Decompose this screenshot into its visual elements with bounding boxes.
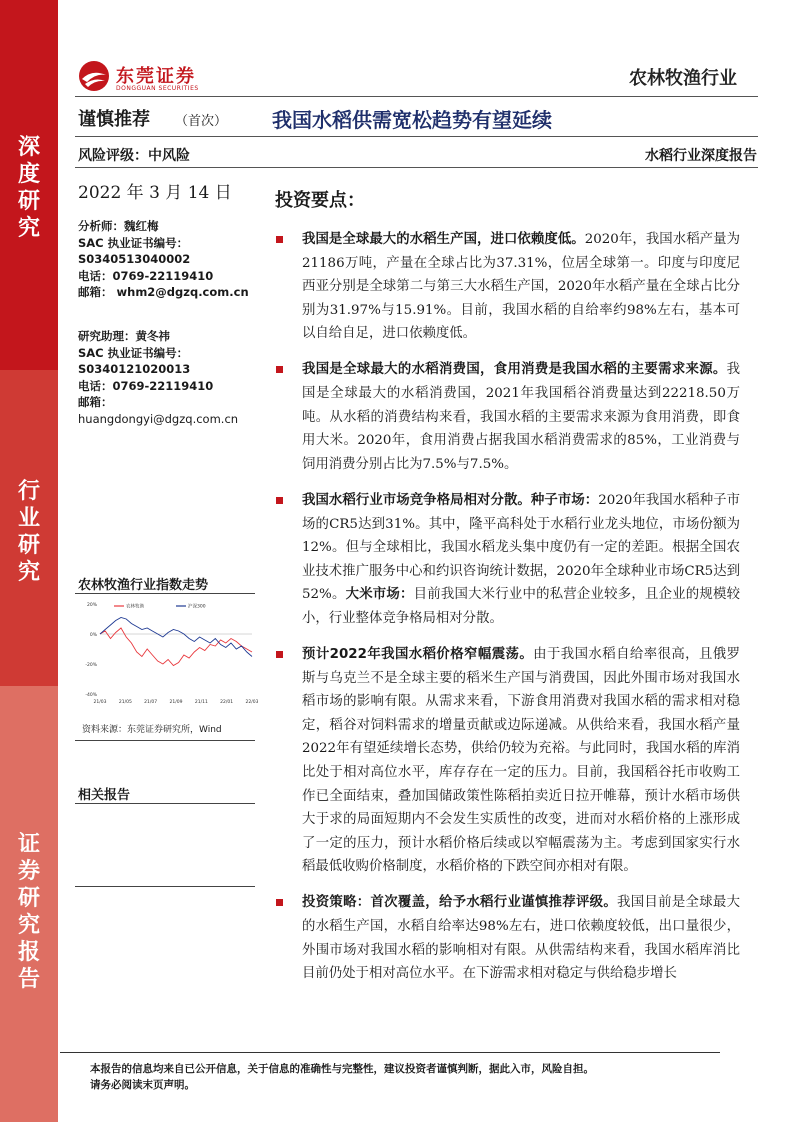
side-char: 行 [17, 479, 40, 504]
key-point-text: 2020年我国水稻种子市场的CR5达到31%。其中，隆平高科处于水稻行业龙头地位，市场份额为12%。但与全球相比，我国水稻龙头集中度仍有一定的差距。根据全国农业技术推广服务中心和约识咨询统计数据，2020年全球种业市场CR5达到52%。 [302, 492, 741, 603]
key-points-title: 投资要点： [275, 190, 365, 211]
key-point-item [275, 489, 740, 631]
side-char: 报 [17, 940, 40, 965]
analyst-sac-label: SAC 执业证书编号： [78, 235, 189, 250]
assistant-email: huangdongyi@dgzq.com.cn [78, 411, 239, 426]
key-point-subheading: 大米市场： [345, 587, 414, 603]
related-bottom-divider [75, 886, 255, 887]
key-point-text: 2020年，我国水稻产量为21186万吨，产量在全球占比为37.31%，位居全球第一。印度与印度尼西亚分别是全球第二与第三大水稻生产国，2020年水稻产量在全球占比分别为31.97%与15.91%。目前，我国水稻的自给率约98%左右，基本可以自给自足，进口依赖度低。 [302, 232, 741, 342]
analyst-cert: S0340513040002 [78, 252, 191, 266]
report-date: 2022 年 3 月 14 日 [78, 183, 232, 203]
analyst-name: 分析师：魏红梅 [78, 219, 159, 233]
key-point-heading: 预计2022年我国水稻价格窄幅震荡。 [302, 647, 534, 662]
assistant-cert: S0340121020013 [78, 362, 191, 376]
side-label-deep-research [0, 134, 58, 242]
x-tick-label: 21/03 [93, 700, 107, 705]
related-divider [75, 803, 255, 804]
assistant-email-label: 邮箱： [78, 395, 113, 409]
x-tick-label: 21/09 [169, 700, 183, 705]
side-char: 告 [17, 967, 40, 992]
y-tick-label: -20% [85, 663, 97, 668]
side-band-section-3 [0, 686, 58, 1122]
side-label-securities-report [0, 831, 58, 993]
company-logo [78, 60, 238, 100]
key-point-item [275, 643, 740, 879]
related-reports-title: 相关报告 [78, 788, 131, 803]
risk-rating: 风险评级：中风险 [78, 148, 190, 164]
index-chart-title: 农林牧渔行业指数走势 [78, 578, 209, 593]
assistant-name: 研究助理：黄冬祎 [78, 329, 170, 343]
bullet-square-icon [276, 899, 283, 906]
side-band [0, 0, 58, 1122]
key-point-text: 我国是全球最大的水稻消费国，2021年我国稻谷消费量达到22218.50万吨。从水稻的消费结构来看，我国水稻的主要需求来源为食用消费，即食用大米。2020年，食用消费占据我国水稻消费需求的85%，工业消费与饲用消费分别占比为7.5%与7.5%。 [302, 362, 740, 472]
analyst-phone: 电话：0769-22119410 [78, 268, 214, 283]
index-trend-chart [78, 596, 258, 714]
x-tick-label: 21/07 [144, 700, 158, 705]
x-tick-label: 22/01 [220, 700, 234, 705]
logo-mark-icon [78, 60, 110, 92]
industry-label: 农林牧渔行业 [629, 68, 737, 89]
bullet-square-icon [276, 236, 283, 243]
footer-divider [60, 1052, 720, 1053]
report-subtitle: 水稻行业深度报告 [645, 148, 757, 164]
key-point-heading: 我国是全球最大的水稻消费国，食用消费是我国水稻的主要需求来源。 [302, 362, 727, 378]
key-point-item [275, 891, 740, 985]
key-point-text: 由于我国水稻自给率很高，且俄罗斯与乌克兰不是全球主要的稻米生产国与消费国，因此外围市场对我国水稻市场的影响有限。从需求来看，下游食用消费对我国水稻的需求相对稳定，稻谷对饲料需求的增量贡献或边际递减。从供给来看，我国水稻产量2022年有望延续增长态势，供给仍较为充裕。与此同时，我国水稻的库消比处于相对高位水平，库存存在一定的压力。目前，我国稻谷托市收购工作已全面结束，叠加国储政策性陈稻拍卖近日拉开帷幕，预计水稻市场供大于求的局面短期内不会发生实质性的改变，进而对水稻价格的上涨形成了一定的压力，预计水稻价格后续或以窄幅震荡为主。考虑到国家实行水稻最低收购价格制度，水稻价格的下跌空间亦相对有限。 [302, 647, 740, 875]
logo-text-en: DONGGUAN SECURITIES [116, 85, 199, 92]
legend-label: 沪深300 [188, 604, 206, 610]
key-point-heading: 我国是全球最大的水稻生产国，进口依赖度低。 [302, 232, 585, 247]
x-tick-label: 21/05 [118, 700, 132, 705]
footer-disclaimer [90, 1061, 594, 1093]
footer-line-1: 本报告的信息均来自已公开信息，关于信息的准确性与完整性，建议投资者谨慎判断，据此入市，风险自担。 [90, 1063, 594, 1075]
x-tick-label: 21/11 [194, 700, 208, 705]
side-char: 研 [17, 533, 40, 558]
side-char: 研 [17, 886, 40, 911]
series-line [100, 618, 252, 657]
side-char: 券 [17, 859, 40, 884]
bullet-square-icon [276, 366, 283, 373]
bullet-square-icon [276, 651, 283, 658]
key-point-heading: 我国水稻行业市场竞争格局相对分散。种子市场： [302, 492, 599, 508]
key-points-list [275, 228, 740, 998]
key-point-text: 目前我国大米行业中的私营企业较多，且企业的规模较小，行业整体竞争格局相对分散。 [302, 587, 741, 626]
side-char: 究 [17, 913, 40, 938]
analyst-info-1 [78, 218, 258, 301]
side-char: 究 [17, 216, 40, 241]
side-char: 证 [17, 832, 40, 857]
side-char: 业 [17, 506, 40, 531]
side-label-industry-research [0, 478, 58, 586]
y-tick-label: 0% [89, 633, 97, 638]
title-divider [75, 136, 758, 137]
rating-note: （首次） [175, 114, 228, 129]
assistant-sac-label: SAC 执业证书编号： [78, 345, 189, 360]
report-title: 我国水稻供需宽松趋势有望延续 [272, 108, 552, 132]
side-char: 研 [17, 189, 40, 214]
side-char: 度 [17, 162, 40, 187]
key-point-item [275, 228, 740, 346]
y-tick-label: -40% [85, 693, 97, 698]
logo-text-cn: 东莞证券 [116, 66, 196, 87]
key-point-item [275, 358, 740, 476]
analyst-email: 邮箱： whm2@dgzq.com.cn [78, 285, 249, 299]
subtitle-divider [75, 167, 758, 168]
key-point-text: 我国目前是全球最大的水稻生产国，水稻自给率达98%左右，进口依赖度较低，出口量很少，外围市场对我国水稻的影响相对有限。从供需结构来看，我国水稻库消比目前仍处于相对高位水平。在下游需求相对稳定与供给稳步增长 [302, 895, 740, 982]
chart-source: 资料来源：东莞证券研究所，Wind [82, 725, 222, 735]
y-tick-label: 20% [86, 603, 97, 608]
assistant-phone: 电话：0769-22119410 [78, 378, 214, 393]
index-chart-divider [75, 593, 255, 594]
side-band-section-1 [0, 0, 58, 370]
footer-line-2: 请务必阅读末页声明。 [90, 1079, 195, 1091]
side-char: 究 [17, 560, 40, 585]
side-char: 深 [17, 135, 40, 160]
x-tick-label: 22/03 [245, 700, 258, 705]
series-line [100, 628, 252, 666]
side-band-section-2 [0, 370, 58, 686]
header-divider [75, 96, 758, 97]
rating-label: 谨慎推荐 [78, 109, 150, 130]
analyst-info-2 [78, 328, 258, 427]
source-divider [75, 740, 255, 741]
legend-label: 农林牧渔 [126, 604, 144, 610]
key-point-heading: 投资策略：首次覆盖，给予水稻行业谨慎推荐评级。 [302, 895, 618, 911]
bullet-square-icon [276, 497, 283, 504]
